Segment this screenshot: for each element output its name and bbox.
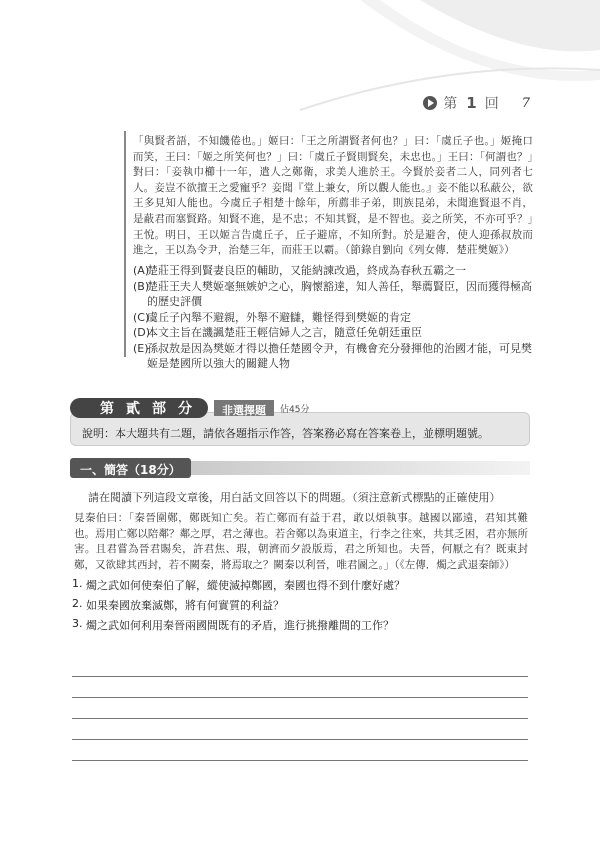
- chapter-suffix: 回: [484, 96, 500, 112]
- option-e[interactable]: [133, 341, 533, 372]
- question-item: [72, 617, 405, 637]
- option-a[interactable]: [133, 263, 533, 279]
- option-text: 虞丘子內舉不避親，外舉不避讎，難怪得到樊姬的肯定: [147, 310, 411, 324]
- option-mark: (B): [133, 279, 150, 293]
- option-c[interactable]: [133, 310, 533, 326]
- page-number: 7: [521, 95, 530, 111]
- option-text: 孫叔敖是因為樊姬才得以擔任楚國令尹，有機會充分發揮他的治國才能，可見樊姬是楚國所以強大的關鍵人物: [147, 341, 532, 370]
- section-instruction: 請在閱讀下列這段文章後，用白話文回答以下的問題。（須注意新式標點的正確使用）: [88, 491, 501, 504]
- answer-options: [133, 263, 533, 372]
- reading-passage: 見秦伯曰：「秦晉圍鄭，鄭既知亡矣。若亡鄭而有益于君，敢以煩執事。越國以鄙遠，君知其難也。焉用亡鄭以陪鄰？鄰之厚，君之薄也。若舍鄭以為東道主，行李之往來，共其乏困，君亦無所害。且君嘗為晉君賜矣，許君焦、瑕，朝濟而夕設版焉，君之所知也。夫晉，何厭之有？既東封鄭，又欲肆其西封，若不闕秦，將焉取之？闕秦以利晉，唯君圖之。」（《左傳．燭之武退秦師》）: [74, 512, 528, 571]
- chapter-prefix: 第: [443, 96, 459, 112]
- part-title-char: 第: [100, 401, 116, 417]
- answer-lines: [72, 656, 528, 761]
- question-item: [72, 597, 405, 617]
- part-two-banner: [70, 398, 530, 450]
- question-text: 如果秦國放棄滅鄭，將有何實質的利益？: [86, 599, 284, 612]
- option-text: 楚莊王得到賢妻良臣的輔助，又能納諫改過，終成為春秋五霸之一: [147, 264, 466, 277]
- chapter-header: [423, 93, 530, 113]
- section-heading: 一、簡答（18分）: [70, 458, 191, 478]
- chapter-number: 1: [466, 94, 477, 112]
- part-score: 佔45分: [280, 404, 310, 415]
- option-text: 楚莊王夫人樊姬毫無嫉妒之心，胸懷豁達，知人善任，舉薦賢臣，因而獲得極高的歷史評價: [147, 279, 532, 308]
- quote-passage: 「與賢者語，不知饑倦也。」姬曰：「王之所謂賢者何也？」曰：「虞丘子也。」姬掩口而笑，王曰：「姬之所笑何也？」曰：「虞丘子賢則賢矣，未忠也。」王曰：「何謂也？」對曰：「妾執巾櫛十一年，遣人之鄭衛，求美人進於王。今賢於妾者二人，同列者七人。妾豈不欲擅王之愛寵乎？妾聞『堂上兼女，所以觀人能也。』妾不能以私蔽公，欲王多見知人能也。今虞丘子相楚十餘年，所薦非子弟，則族昆弟，未聞進賢退不肖，是蔽君而塞賢路。知賢不進，是不忠；不知其賢，是不智也。妾之所笑，不亦可乎？」王悅。明日，王以姬言告虞丘子，丘子避席，不知所對。於是避舍，使人迎孫叔敖而進之，王以為令尹，治楚三年，而莊王以霸。（節錄自劉向《列女傳．楚莊樊姬》）: [133, 135, 533, 257]
- option-mark: (D): [133, 326, 151, 339]
- quote-side-bar: [124, 131, 126, 357]
- part-title: [70, 398, 208, 418]
- question-list: [72, 577, 405, 637]
- question-number: 3.: [72, 617, 83, 630]
- part-title-char: 分: [178, 401, 194, 417]
- option-b[interactable]: [133, 279, 533, 310]
- option-text: 本文主旨在譏諷楚莊王輕信婦人之言，隨意任免朝廷重臣: [147, 326, 422, 339]
- part-title-char: 部: [152, 401, 168, 417]
- question-text: 燭之武如何使秦伯了解，縱使滅掉鄭國，秦國也得不到什麼好處？: [86, 579, 405, 592]
- answer-line[interactable]: [72, 656, 528, 677]
- answer-line[interactable]: [72, 698, 528, 719]
- question-item: [72, 577, 405, 597]
- option-d[interactable]: [133, 325, 533, 341]
- part-title-char: 貳: [126, 401, 142, 417]
- answer-line[interactable]: [72, 677, 528, 698]
- part-type-label: 非選擇題: [214, 400, 274, 416]
- option-mark: (E): [133, 341, 149, 355]
- question-number: 2.: [72, 597, 83, 610]
- question-text: 燭之武如何利用秦晉兩國間既有的矛盾，進行挑撥離間的工作？: [86, 619, 394, 632]
- option-mark: (C): [133, 310, 150, 324]
- answer-line[interactable]: [72, 719, 528, 740]
- part-instructions: 說明：本大題共有二題，請依各題指示作答，答案務必寫在答案卷上，並標明題號。: [82, 427, 489, 440]
- option-mark: (A): [133, 264, 150, 277]
- question-number: 1.: [72, 577, 83, 590]
- play-circle-icon: [423, 96, 437, 110]
- answer-line[interactable]: [72, 740, 528, 761]
